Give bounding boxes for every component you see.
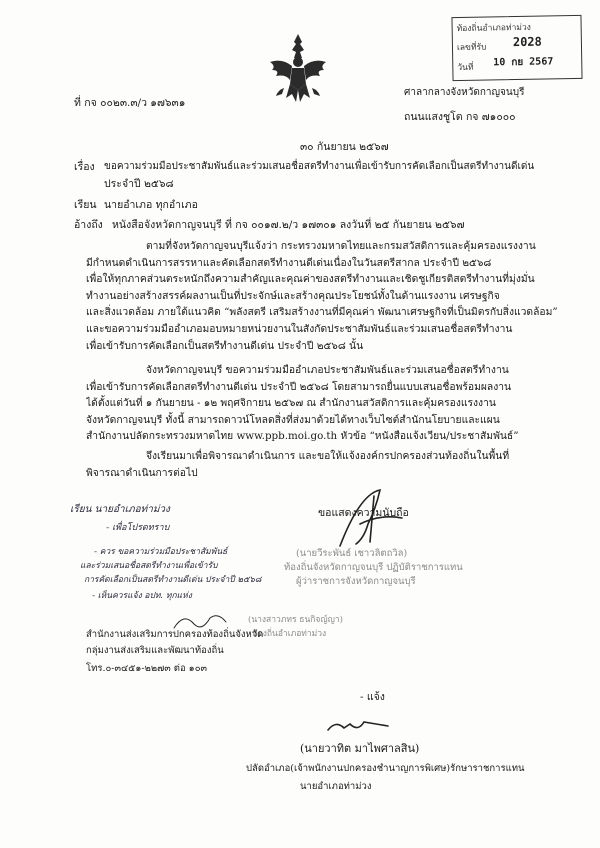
doc-number: ที่ กจ ๐๐๒๓.๓/ว ๑๗๖๓๑ [74,97,186,109]
signature-mark [330,484,410,554]
body-line: เพื่อให้ทุกภาคส่วนตระหนักถึงความสำคัญและคุณค่าของสตรีทำงานและเชิดชูเกียรติสตรีทำงานที่มุ่งมั่น [86,273,535,286]
body-line: และสิ่งแวดล้อม ภายใต้แนวคิด “พลังสตรี เสริมสร้างงานที่มีคุณค่า พัฒนาเศรษฐกิจที่เป็นมิตรกับสิ่งแวดล้อม” [86,306,558,319]
body-line: มีกำหนดดำเนินการสรรหาและคัดเลือกสตรีทำงานดีเด่นเนื่องในวันสตรีสากล ประจำปี ๒๕๖๘ [86,256,492,269]
stamp-number-value: 2028 [512,34,542,50]
subject-label: เรื่อง [74,161,95,173]
body-line: สำนักงานปลัดกระทรวงมหาดไทย www.ppb.moi.go.th หัวข้อ “หนังสือแจ้งเวียน/ประชาสัมพันธ์” [86,430,519,443]
body-paragraph-1 [86,238,570,354]
footer-office: สำนักงานส่งเสริมการปกครองท้องถิ่นจังหวัด [86,629,264,640]
approval-title-2: นายอำเภอท่าม่วง [300,781,372,792]
approval-note: - แจ้ง [360,691,385,703]
signer-title-1: ท้องถิ่นจังหวัดกาญจนบุรี ปฏิบัติราชการแทน [284,562,463,573]
stamp-office: ท้องถิ่นอำเภอท่าม่วง [456,22,531,35]
footer-group: กลุ่มงานส่งเสริมและพัฒนาท้องถิ่น [86,645,224,656]
handwritten-note-2: - เพื่อโปรดทราบ [106,523,170,533]
stamp-date-value: 10 กย 2567 [493,56,554,69]
body-line: พิจารณาดำเนินการต่อไป [86,466,198,479]
handwritten-note-3: - ควร ขอความร่วมมือประชาสัมพันธ์ [94,547,228,557]
agency-name: ศาลากลางจังหวัดกาญจนบุรี [404,87,525,98]
approval-name: (นายวาทิต มาไพศาลสิน) [300,742,420,755]
handwritten-note-5: การคัดเลือกเป็นสตรีทำงานดีเด่น ประจำปี ๒๕๖๘ [84,575,262,585]
garuda-emblem-icon [262,28,334,106]
reference-label: อ้างถึง [74,219,103,231]
note-stamp-title: ท้องถิ่นอำเภอท่าม่วง [252,629,327,639]
handwritten-note-1: เรียน นายอำเภอท่าม่วง [70,504,170,515]
stamp-date-label: วันที่ [457,62,474,74]
letter-date: ๓๐ กันยายน ๒๕๖๗ [300,141,389,153]
handwritten-note-4: และร่วมเสนอชื่อสตรีทำงานเพื่อเข้ารับ [80,561,218,571]
signer-name: (นายวีระพันธ์ เชาวลิตถวิล) [296,548,408,559]
stamp-number-label: เลขที่รับ [456,42,487,54]
note-stamp-name: (นางสาวภทร ธนกิจญ์ญา) [248,615,343,625]
body-line: ตามที่จังหวัดกาญจนบุรีแจ้งว่า กระทรวงมหาดไทยและกรมสวัสดิการและคุ้มครองแรงงาน [146,240,536,252]
footer-phone: โทร.๐-๓๔๕๑-๒๒๗๓ ต่อ ๑๐๓ [86,663,208,674]
body-line: จังหวัดกาญจนบุรี ขอความร่วมมืออำเภอประชาสัมพันธ์และร่วมเสนอชื่อสตรีทำงาน [146,364,509,376]
recipient-label: เรียน [74,199,97,211]
subject-line-1: ขอความร่วมมือประชาสัมพันธ์และร่วมเสนอชื่อสตรีทำงานเพื่อเข้ารับการคัดเลือกเป็นสตรีทำงานดีเด่น [104,161,535,172]
signer-title-2: ผู้ว่าราชการจังหวัดกาญจนบุรี [296,576,416,587]
closing-respect: ขอแสดงความนับถือ [318,507,409,519]
agency-address: ถนนแสงชูโต กจ ๗๑๐๐๐ [404,111,516,123]
body-line: ได้ตั้งแต่วันที่ ๑ กันยายน - ๑๒ พฤศจิกายน ๒๕๖๗ ณ สำนักงานสวัสดิการและคุ้มครองแรงงาน [86,397,496,410]
approval-signature-mark [324,714,394,738]
body-line: เพื่อเข้ารับการคัดเลือกสตรีทำงานดีเด่น ประจำปี ๒๕๖๘ โดยสามารถยื่นแบบเสนอชื่อพร้อมผลงาน [86,380,512,393]
recipient-value: นายอำเภอ ทุกอำเภอ [104,199,198,211]
body-line: จึงเรียนมาเพื่อพิจารณาดำเนินการ และขอให้แจ้งองค์กรปกครองส่วนท้องถิ่นในพื้นที่ [146,450,510,462]
reference-value: หนังสือจังหวัดกาญจนบุรี ที่ กจ ๐๐๑๗.๒/ว ๑๗๓๐๑ ลงวันที่ ๒๕ กันยายน ๒๕๖๗ [112,219,465,231]
body-line: ทำงานอย่างสร้างสรรค์ผลงานเป็นที่ประจักษ์และสร้างคุณประโยชน์ทั้งในด้านแรงงาน เศรษฐกิจ [86,289,500,302]
body-line: และขอความร่วมมืออำเภอมอบหมายหน่วยงานในสังกัดประชาสัมพันธ์และร่วมเสนอชื่อสตรีทำงาน [86,322,513,335]
body-paragraph-3 [86,448,570,481]
subject-line-2: ประจำปี ๒๕๖๘ [104,178,174,190]
approval-title-1: ปลัดอำเภอ(เจ้าพนักงานปกครองชำนาญการพิเศษ)รักษาราชการแทน [246,763,525,774]
handwritten-note-6: - เห็นควรแจ้ง อปท. ทุกแห่ง [92,591,192,601]
body-line: เพื่อเข้ารับการคัดเลือกเป็นสตรีทำงานดีเด่น ประจำปี ๒๕๖๘ นั้น [86,339,364,352]
body-paragraph-2 [86,362,570,445]
received-stamp [451,15,582,81]
body-line: จังหวัดกาญจนบุรี ทั้งนี้ สามารถดาวน์โหลดสิ่งที่ส่งมาด้วยได้ทางเว็บไซต์สำนักนโยบายและแผน [86,413,500,426]
